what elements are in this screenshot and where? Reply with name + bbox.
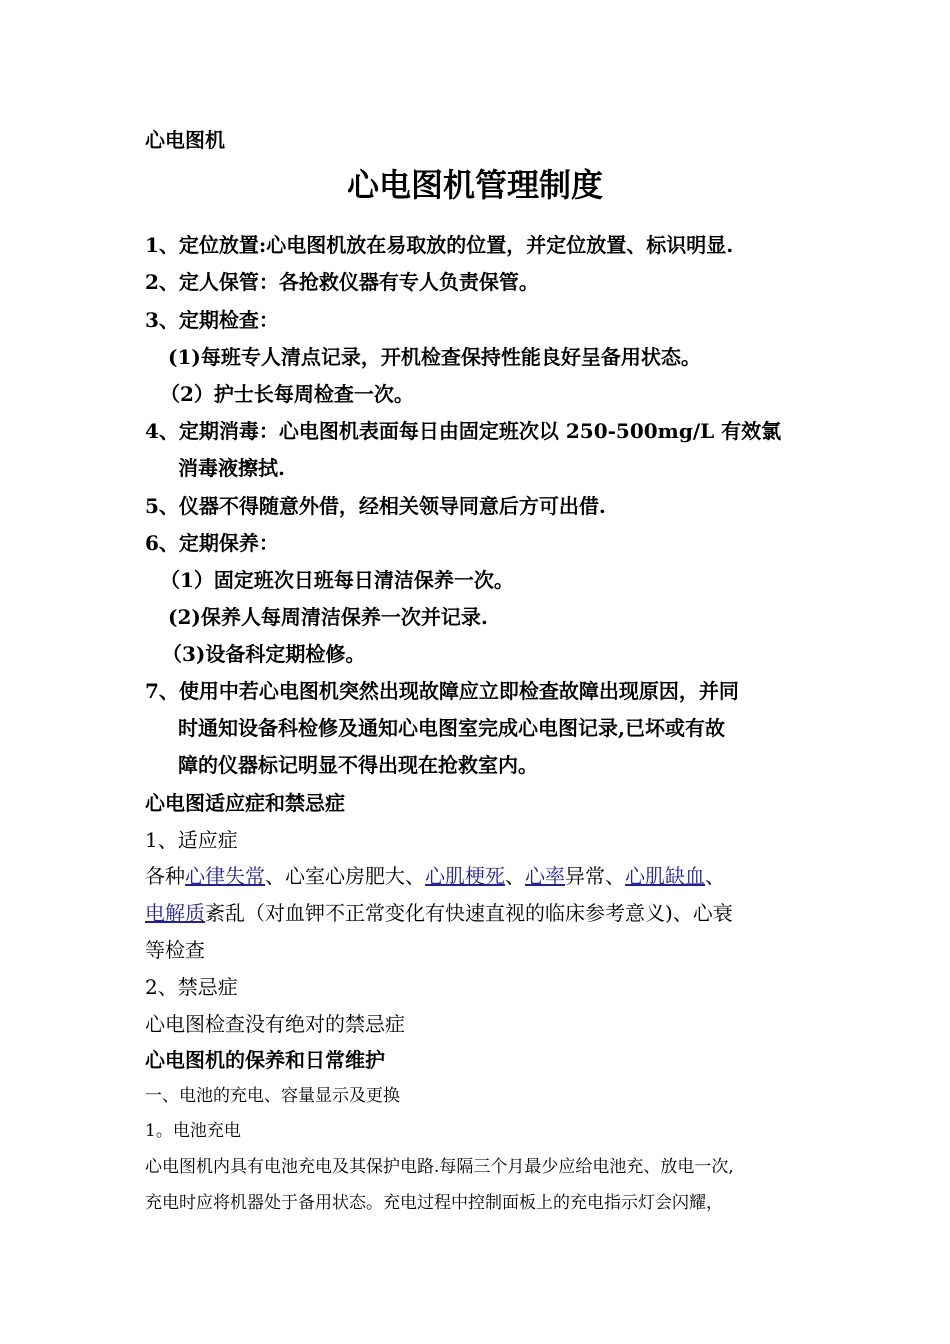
contraindication-text: 心电图检查没有绝对的禁忌症: [145, 1012, 405, 1036]
rule-6-sub-2: (2)保养人每周清洁保养一次并记录.: [168, 605, 488, 629]
battery-charge-heading: 1。电池充电: [145, 1121, 241, 1141]
rule-6: 6、定期保养：: [145, 531, 279, 555]
indication-line-3: 等检查: [145, 938, 205, 962]
rule-7-cont-2: 障的仪器标记明显不得出现在抢救室内。: [178, 753, 538, 777]
rule-6-sub-1: （1）固定班次日班每日清洁保养一次。: [160, 568, 514, 592]
link-myocardial-infarction[interactable]: 心肌梗死: [425, 864, 505, 888]
indication-text: 、心室心房肥大、: [265, 864, 425, 888]
rule-4: 4、定期消毒：心电图机表面每日由固定班次以 250-500mg/L 有效氯: [145, 419, 782, 443]
rule-5: 5、仪器不得随意外借，经相关领导同意后方可出借.: [145, 494, 606, 518]
link-myocardial-ischemia[interactable]: 心肌缺血: [625, 864, 705, 888]
section-indications-heading: 心电图适应症和禁忌症: [145, 791, 345, 815]
link-electrolyte[interactable]: 电解质: [145, 901, 205, 925]
doc-title: 心电图机管理制度: [346, 166, 603, 204]
rule-7-cont-1: 时通知设备科检修及通知心电图室完成心电图记录,已坏或有故: [178, 716, 725, 740]
rule-2: 2、定人保管：各抢救仪器有专人负责保管。: [145, 270, 539, 294]
indication-text: 异常、: [565, 864, 625, 888]
rule-3: 3、定期检查：: [145, 308, 279, 332]
section-maintenance-heading: 心电图机的保养和日常维护: [145, 1048, 385, 1072]
contraindication-heading: 2、禁忌症: [145, 975, 238, 999]
rule-4-cont: 消毒液擦拭.: [178, 456, 285, 480]
rule-3-sub-2: （2）护士长每周检查一次。: [160, 382, 414, 406]
rule-1: 1、定位放置:心电图机放在易取放的位置，并定位放置、标识明显.: [145, 233, 734, 257]
indication-line-1: [145, 860, 725, 889]
battery-subheading: 一、电池的充电、容量显示及更换: [145, 1086, 400, 1106]
indication-text: 、: [705, 864, 725, 888]
rule-3-sub-1: (1)每班专人清点记录，开机检查保持性能良好呈备用状态。: [168, 345, 701, 369]
indication-text: 、: [505, 864, 525, 888]
rule-7: 7、使用中若心电图机突然出现故障应立即检查故障出现原因，并同: [145, 679, 739, 703]
battery-paragraph-line-1: 心电图机内具有电池充电及其保护电路.每隔三个月最少应给电池充、放电一次,: [145, 1157, 734, 1177]
indication-text: 各种: [145, 864, 185, 888]
battery-paragraph-line-2: 充电时应将机器处于备用状态。充电过程中控制面板上的充电指示灯会闪耀，: [145, 1193, 723, 1213]
link-heart-rate[interactable]: 心率: [525, 864, 565, 888]
link-arrhythmia[interactable]: 心律失常: [185, 864, 265, 888]
doc-header: 心电图机: [145, 128, 225, 152]
rule-6-sub-3: （3)设备科定期检修。: [162, 642, 366, 666]
indication-line-2: [145, 897, 733, 926]
indication-heading: 1、适应症: [145, 828, 238, 852]
indication-text: 紊乱（对血钾不正常变化有快速直视的临床参考意义)、心衰: [205, 901, 733, 925]
